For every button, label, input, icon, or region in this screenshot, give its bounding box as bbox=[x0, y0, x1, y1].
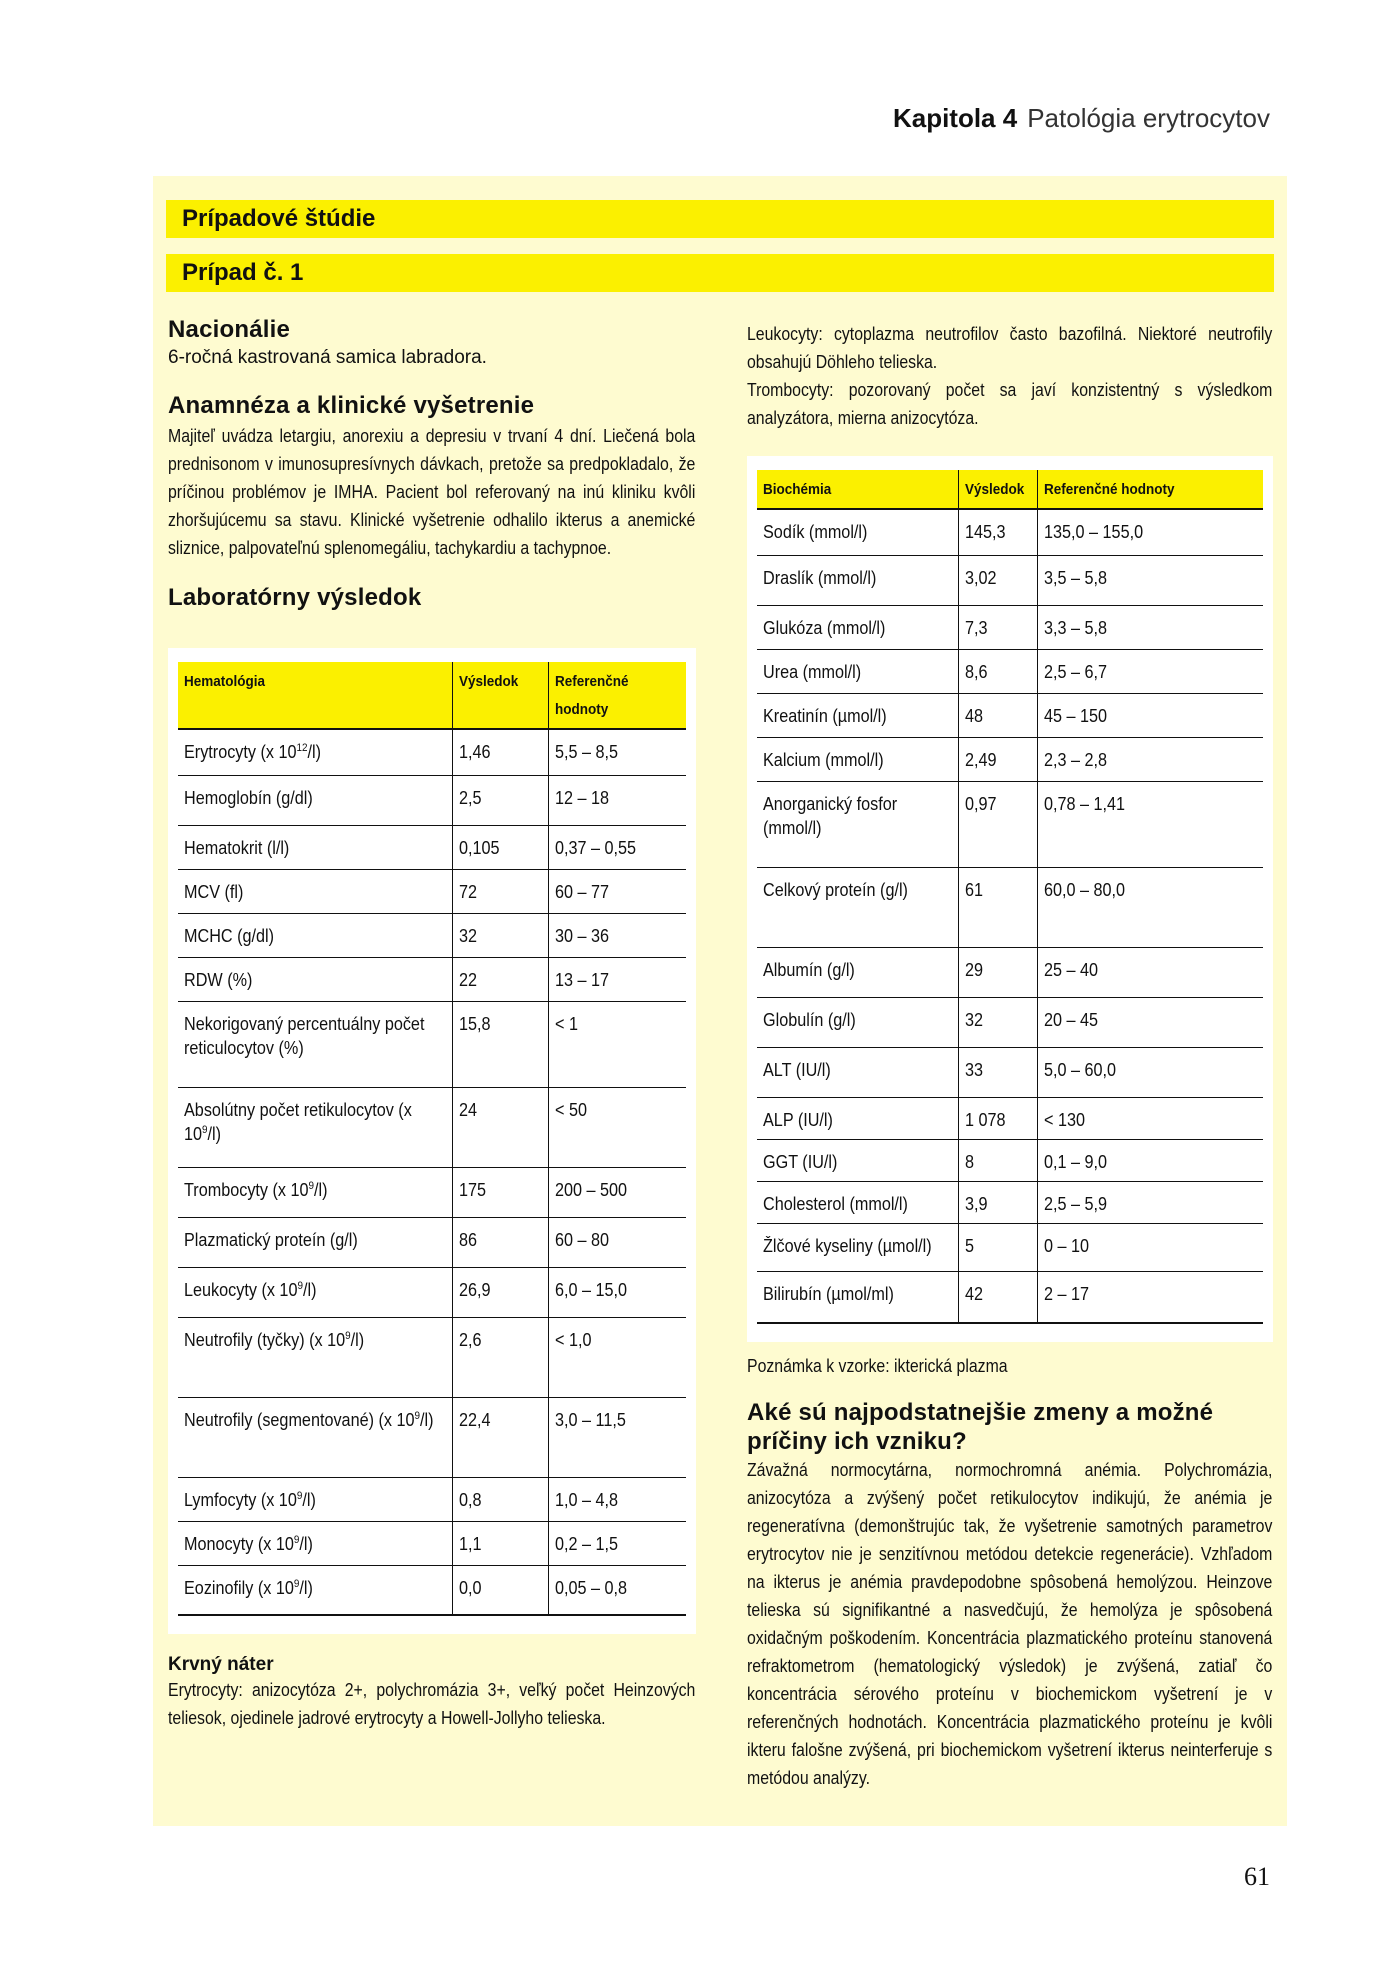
hematology-ref-cell: < 50 bbox=[549, 1087, 686, 1167]
hematology-param-label: Eozinofily (x $10^9/l$) bbox=[184, 1577, 313, 1598]
hematology-row bbox=[178, 1167, 686, 1217]
hematology-param-cell bbox=[178, 1217, 452, 1267]
hematology-value-cell: 2,6 bbox=[452, 1317, 549, 1397]
biochemistry-param-cell bbox=[757, 1223, 958, 1271]
biochemistry-header-name: Biochémia bbox=[757, 470, 958, 509]
hematology-ref-cell: 0,37 – 0,55 bbox=[549, 825, 686, 869]
hematology-param-label: Lymfocyty (x $10^9/l$) bbox=[184, 1489, 316, 1510]
hematology-param-label: Monocyty (x $10^9/l$) bbox=[184, 1533, 313, 1554]
biochemistry-ref-cell: 3,5 – 5,8 bbox=[1037, 555, 1263, 605]
biochemistry-param-cell bbox=[757, 997, 958, 1047]
hematology-param-label: Erytrocyty (x $10^{12}/l$) bbox=[184, 742, 322, 762]
biochemistry-row bbox=[757, 605, 1263, 649]
right-column bbox=[747, 320, 1273, 1792]
biochemistry-ref-cell: 25 – 40 bbox=[1037, 947, 1263, 997]
hematology-header-name: Hematológia bbox=[178, 662, 452, 729]
biochemistry-ref-cell: 45 – 150 bbox=[1037, 693, 1263, 737]
hematology-param-cell bbox=[178, 869, 452, 913]
biochemistry-value-cell: 29 bbox=[958, 947, 1037, 997]
biochemistry-value-cell: 1 078 bbox=[958, 1097, 1037, 1139]
hematology-value-cell: 26,9 bbox=[452, 1267, 549, 1317]
biochemistry-param-label: Celkový proteín (g/l) bbox=[763, 879, 908, 900]
biochemistry-param-cell bbox=[757, 1181, 958, 1223]
hematology-ref-cell: 30 – 36 bbox=[549, 913, 686, 957]
hematology-row bbox=[178, 1001, 686, 1087]
hematology-row bbox=[178, 913, 686, 957]
biochemistry-param-label: Urea (mmol/l) bbox=[763, 661, 862, 682]
hematology-ref-cell: 3,0 – 11,5 bbox=[549, 1397, 686, 1477]
hematology-value-cell: 2,5 bbox=[452, 775, 549, 825]
biochemistry-row bbox=[757, 555, 1263, 605]
biochemistry-param-cell bbox=[757, 1097, 958, 1139]
krvny-nater-text: Erytrocyty: anizocytóza 2+, polychromázia 3+, veľký počet Heinzových teliesok, ojedinele jadrové erytrocyty a Howell-Jollyho telieska. bbox=[168, 1680, 696, 1728]
hematology-param-cell bbox=[178, 1565, 452, 1615]
biochemistry-row bbox=[757, 1047, 1263, 1097]
hematology-param-cell bbox=[178, 1477, 452, 1521]
hematology-param-label: Absolútny počet retikulocytov (x $10^9/l$) bbox=[184, 1099, 412, 1144]
biochemistry-param-label: ALT (IU/l) bbox=[763, 1059, 831, 1080]
nacionalie-heading: Nacionálie bbox=[168, 316, 291, 343]
lab-heading: Laboratórny výsledok bbox=[168, 584, 422, 611]
page-number: 61 bbox=[1244, 1862, 1270, 1891]
hematology-header-ref: Referenčné hodnoty bbox=[549, 662, 686, 729]
hematology-table-card bbox=[168, 648, 696, 1634]
leukocyty-text: Leukocyty: cytoplazma neutrofilov často bazofilná. Niektoré neutrofily obsahujú Döhleho telieska. bbox=[747, 324, 1273, 372]
hematology-value-cell: 22 bbox=[452, 957, 549, 1001]
hematology-param-cell bbox=[178, 1521, 452, 1565]
hematology-row bbox=[178, 1317, 686, 1397]
hematology-param-cell bbox=[178, 775, 452, 825]
trombocyty-text: Trombocyty: pozorovaný počet sa javí konzistentný s výsledkom analyzátora, mierna anizocytóza. bbox=[747, 380, 1273, 428]
biochemistry-row bbox=[757, 1097, 1263, 1139]
hematology-value-cell: 1,1 bbox=[452, 1521, 549, 1565]
biochemistry-value-cell: 2,49 bbox=[958, 737, 1037, 781]
sample-note: Poznámka k vzorke: ikterická plazma bbox=[747, 1356, 1008, 1376]
hematology-ref-cell: 6,0 – 15,0 bbox=[549, 1267, 686, 1317]
biochemistry-row bbox=[757, 1181, 1263, 1223]
biochemistry-row bbox=[757, 1139, 1263, 1181]
hematology-param-label: RDW (%) bbox=[184, 969, 253, 990]
biochemistry-param-cell bbox=[757, 1047, 958, 1097]
biochemistry-row bbox=[757, 1223, 1263, 1271]
biochemistry-ref-cell: 2,5 – 5,9 bbox=[1037, 1181, 1263, 1223]
biochemistry-param-cell bbox=[757, 737, 958, 781]
hematology-row bbox=[178, 1477, 686, 1521]
hematology-ref-cell: 12 – 18 bbox=[549, 775, 686, 825]
biochemistry-param-cell bbox=[757, 693, 958, 737]
hematology-param-label: Trombocyty (x $10^9/l$) bbox=[184, 1179, 328, 1200]
biochemistry-value-cell: 3,9 bbox=[958, 1181, 1037, 1223]
biochemistry-param-label: GGT (IU/l) bbox=[763, 1151, 838, 1172]
chapter-subtitle: Patológia erytrocytov bbox=[1027, 103, 1270, 133]
biochemistry-table-card bbox=[747, 456, 1273, 1342]
hematology-ref-cell: 60 – 77 bbox=[549, 869, 686, 913]
biochemistry-value-cell: 7,3 bbox=[958, 605, 1037, 649]
hematology-ref-cell: < 1,0 bbox=[549, 1317, 686, 1397]
biochemistry-ref-cell: 0,1 – 9,0 bbox=[1037, 1139, 1263, 1181]
biochemistry-value-cell: 5 bbox=[958, 1223, 1037, 1271]
biochemistry-value-cell: 48 bbox=[958, 693, 1037, 737]
hematology-value-cell: 32 bbox=[452, 913, 549, 957]
biochemistry-table bbox=[757, 470, 1263, 1324]
hematology-ref-cell: 0,05 – 0,8 bbox=[549, 1565, 686, 1615]
hematology-param-cell bbox=[178, 1267, 452, 1317]
biochemistry-param-label: Draslík (mmol/l) bbox=[763, 567, 877, 588]
biochemistry-param-label: Globulín (g/l) bbox=[763, 1009, 856, 1030]
biochemistry-param-cell bbox=[757, 867, 958, 947]
hematology-row bbox=[178, 1267, 686, 1317]
biochemistry-value-cell: 3,02 bbox=[958, 555, 1037, 605]
hematology-row bbox=[178, 869, 686, 913]
biochemistry-row bbox=[757, 997, 1263, 1047]
biochemistry-ref-cell: 60,0 – 80,0 bbox=[1037, 867, 1263, 947]
hematology-ref-cell: 0,2 – 1,5 bbox=[549, 1521, 686, 1565]
biochemistry-row bbox=[757, 509, 1263, 555]
hematology-ref-cell: 5,5 – 8,5 bbox=[549, 729, 686, 775]
hematology-value-cell: 22,4 bbox=[452, 1397, 549, 1477]
anamneza-text: Majiteľ uvádza letargiu, anorexiu a depresiu v trvaní 4 dní. Liečená bola prednisonom v imunosupresívnych dávkach, pretože sa predpokladalo, že príčinou problémov je IMHA. Pacient bol referovaný na inú kliniku kvôli zhoršujúcemu sa stavu. Klinické vyšetrenie odhalilo ikterus a anemické sliznice, palpovateľnú splenomegáliu, tachykardiu a tachypnoe. bbox=[168, 426, 696, 558]
biochemistry-value-cell: 8 bbox=[958, 1139, 1037, 1181]
biochemistry-ref-cell: 3,3 – 5,8 bbox=[1037, 605, 1263, 649]
hematology-value-cell: 175 bbox=[452, 1167, 549, 1217]
biochemistry-param-label: Sodík (mmol/l) bbox=[763, 522, 868, 542]
hematology-value-cell: 15,8 bbox=[452, 1001, 549, 1087]
biochemistry-param-label: Anorganický fosfor (mmol/l) bbox=[763, 793, 898, 838]
hematology-row bbox=[178, 775, 686, 825]
biochemistry-param-label: Albumín (g/l) bbox=[763, 959, 855, 980]
biochemistry-param-label: Glukóza (mmol/l) bbox=[763, 617, 886, 638]
case-study-panel bbox=[153, 176, 1287, 1826]
hematology-row bbox=[178, 957, 686, 1001]
hematology-param-label: Hematokrit (l/l) bbox=[184, 837, 290, 858]
biochemistry-row bbox=[757, 737, 1263, 781]
biochemistry-param-cell bbox=[757, 947, 958, 997]
hematology-ref-cell: 60 – 80 bbox=[549, 1217, 686, 1267]
biochemistry-row bbox=[757, 693, 1263, 737]
hematology-param-cell bbox=[178, 729, 452, 775]
hematology-param-cell bbox=[178, 913, 452, 957]
biochemistry-param-label: Kalcium (mmol/l) bbox=[763, 749, 884, 770]
hematology-param-cell bbox=[178, 1001, 452, 1087]
biochemistry-param-cell bbox=[757, 1271, 958, 1323]
hematology-param-cell bbox=[178, 1087, 452, 1167]
hematology-param-cell bbox=[178, 825, 452, 869]
hematology-table bbox=[178, 662, 686, 1616]
biochemistry-row bbox=[757, 867, 1263, 947]
case-banner: Prípad č. 1 bbox=[166, 254, 1274, 292]
biochemistry-param-cell bbox=[757, 509, 958, 555]
hematology-ref-cell: 13 – 17 bbox=[549, 957, 686, 1001]
biochemistry-value-cell: 42 bbox=[958, 1271, 1037, 1323]
hematology-param-label: Neutrofily (tyčky) (x $10^9/l$) bbox=[184, 1329, 365, 1350]
running-header bbox=[893, 103, 1270, 134]
biochemistry-row bbox=[757, 1271, 1263, 1323]
left-column bbox=[168, 316, 696, 1732]
biochemistry-ref-cell: 0,78 – 1,41 bbox=[1037, 781, 1263, 867]
biochemistry-ref-cell: 2,3 – 2,8 bbox=[1037, 737, 1263, 781]
biochemistry-ref-cell: < 130 bbox=[1037, 1097, 1263, 1139]
hematology-param-cell bbox=[178, 1397, 452, 1477]
biochemistry-value-cell: 33 bbox=[958, 1047, 1037, 1097]
biochemistry-param-label: Kreatinín (µmol/l) bbox=[763, 705, 887, 726]
hematology-param-cell bbox=[178, 1317, 452, 1397]
biochemistry-param-cell bbox=[757, 781, 958, 867]
hematology-param-label: Leukocyty (x $10^9/l$) bbox=[184, 1279, 317, 1300]
biochemistry-row bbox=[757, 781, 1263, 867]
answer-text: Závažná normocytárna, normochromná anémia. Polychromázia, anizocytóza a zvýšený počet retikulocytov indikujú, že anémia je regeneratívna (demonštrujúc tak, že vyšetrenie samotných parametrov erytrocytov nie je senzitívnou metódou detekcie regenerácie). Vzhľadom na ikterus je anémia pravdepodobne spôsobená hemolýzou. Heinzove telieska sú signifikantné a nasvedčujú, že hemolýza je spôsobená oxidačným poškodením. Koncentrácia plazmatického proteínu stanovená refraktometrom (hematologický výsledok) je zvýšená, zatiaľ čo koncentrácia sérového proteínu v biochemickom vyšetrení je v referenčných hodnotách. Koncentrácia plazmatického proteínu je kvôli ikteru falošne zvýšená, pri biochemickom vyšetrení ikterus neinterferuje s metódou analýzy. bbox=[747, 1460, 1273, 1788]
hematology-param-cell bbox=[178, 957, 452, 1001]
hematology-row bbox=[178, 1217, 686, 1267]
question-heading: Aké sú najpodstatnejšie zmeny a možné príčiny ich vzniku? bbox=[747, 1399, 1214, 1455]
hematology-row bbox=[178, 1087, 686, 1167]
hematology-value-cell: 24 bbox=[452, 1087, 549, 1167]
biochemistry-row bbox=[757, 947, 1263, 997]
hematology-row bbox=[178, 825, 686, 869]
biochemistry-ref-cell: 20 – 45 bbox=[1037, 997, 1263, 1047]
biochemistry-ref-cell: 0 – 10 bbox=[1037, 1223, 1263, 1271]
biochemistry-param-cell bbox=[757, 1139, 958, 1181]
hematology-ref-cell: 1,0 – 4,8 bbox=[549, 1477, 686, 1521]
hematology-value-cell: 72 bbox=[452, 869, 549, 913]
biochemistry-value-cell: 0,97 bbox=[958, 781, 1037, 867]
biochemistry-ref-cell: 2,5 – 6,7 bbox=[1037, 649, 1263, 693]
hematology-value-cell: 1,46 bbox=[452, 729, 549, 775]
hematology-param-label: Plazmatický proteín (g/l) bbox=[184, 1229, 358, 1250]
hematology-param-label: MCHC (g/dl) bbox=[184, 925, 275, 946]
hematology-row bbox=[178, 729, 686, 775]
hematology-row bbox=[178, 1397, 686, 1477]
biochemistry-row bbox=[757, 649, 1263, 693]
hematology-row bbox=[178, 1521, 686, 1565]
hematology-param-label: Nekorigovaný percentuálny počet reticulocytov (%) bbox=[184, 1013, 425, 1058]
hematology-value-cell: 86 bbox=[452, 1217, 549, 1267]
hematology-param-label: Neutrofily (segmentované) (x $10^9/l$) bbox=[184, 1409, 434, 1430]
biochemistry-param-label: ALP (IU/l) bbox=[763, 1109, 833, 1130]
biochemistry-param-cell bbox=[757, 555, 958, 605]
section-banner: Prípadové štúdie bbox=[166, 200, 1274, 238]
biochemistry-param-cell bbox=[757, 649, 958, 693]
biochemistry-value-cell: 8,6 bbox=[958, 649, 1037, 693]
hematology-row bbox=[178, 1565, 686, 1615]
hematology-value-cell: 0,0 bbox=[452, 1565, 549, 1615]
biochemistry-param-label: Bilirubín (µmol/ml) bbox=[763, 1283, 894, 1304]
hematology-header-value: Výsledok bbox=[452, 662, 549, 729]
biochemistry-value-cell: 61 bbox=[958, 867, 1037, 947]
hematology-value-cell: 0,105 bbox=[452, 825, 549, 869]
hematology-param-label: Hemoglobín (g/dl) bbox=[184, 787, 313, 808]
hematology-value-cell: 0,8 bbox=[452, 1477, 549, 1521]
hematology-ref-cell: < 1 bbox=[549, 1001, 686, 1087]
biochemistry-header-value: Výsledok bbox=[958, 470, 1037, 509]
biochemistry-header-ref: Referenčné hodnoty bbox=[1037, 470, 1263, 509]
hematology-param-cell bbox=[178, 1167, 452, 1217]
biochemistry-param-label: Žlčové kyseliny (µmol/l) bbox=[763, 1235, 932, 1256]
hematology-ref-cell: 200 – 500 bbox=[549, 1167, 686, 1217]
biochemistry-ref-cell: 2 – 17 bbox=[1037, 1271, 1263, 1323]
biochemistry-param-label: Cholesterol (mmol/l) bbox=[763, 1193, 908, 1214]
chapter-label: Kapitola 4 bbox=[892, 103, 1018, 133]
biochemistry-value-cell: 145,3 bbox=[958, 509, 1037, 555]
biochemistry-value-cell: 32 bbox=[958, 997, 1037, 1047]
anamneza-heading: Anamnéza a klinické vyšetrenie bbox=[168, 392, 535, 419]
biochemistry-param-cell bbox=[757, 605, 958, 649]
nacionalie-text: 6-ročná kastrovaná samica labradora. bbox=[168, 347, 487, 368]
krvny-nater-heading: Krvný náter bbox=[168, 1654, 274, 1675]
hematology-param-label: MCV (fl) bbox=[184, 881, 244, 902]
biochemistry-ref-cell: 5,0 – 60,0 bbox=[1037, 1047, 1263, 1097]
biochemistry-ref-cell: 135,0 – 155,0 bbox=[1037, 509, 1263, 555]
